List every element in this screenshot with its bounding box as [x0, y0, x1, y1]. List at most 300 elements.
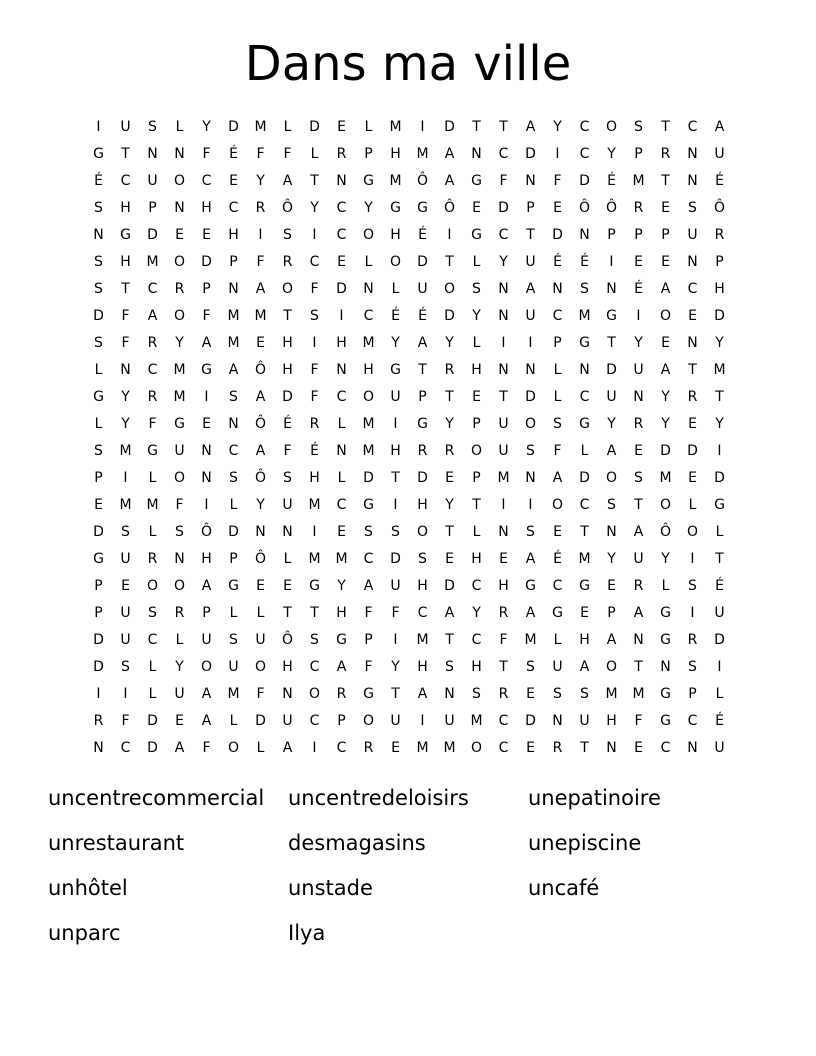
grid-row [85, 708, 733, 735]
grid-letter: T [499, 389, 508, 405]
grid-letter: L [148, 470, 157, 486]
grid-letter: C [120, 173, 131, 189]
grid-letter: E [661, 335, 670, 351]
grid-letter: N [336, 362, 347, 378]
grid-letter: U [579, 713, 590, 729]
grid-letter: D [525, 389, 536, 405]
grid-letter: I [447, 227, 452, 243]
grid-letter: O [254, 659, 267, 675]
grid-letter: D [228, 119, 239, 135]
grid-letter: E [283, 578, 292, 594]
grid-letter: P [364, 632, 373, 648]
grid-letter: N [444, 686, 455, 702]
grid-letter: L [688, 497, 697, 513]
grid-letter: I [123, 470, 128, 486]
grid-letter: S [229, 632, 238, 648]
grid-letter: A [606, 443, 617, 459]
grid-letter: M [362, 335, 375, 351]
grid-letter: C [147, 281, 158, 297]
grid-letter: N [633, 632, 644, 648]
grid-letter: U [147, 173, 158, 189]
grid-letter: R [147, 389, 158, 405]
grid-letter: D [147, 713, 158, 729]
grid-letter: R [633, 416, 644, 432]
grid-letter: M [173, 389, 186, 405]
grid-letter: G [471, 227, 482, 243]
grid-letter: U [228, 659, 239, 675]
grid-letter: T [472, 119, 481, 135]
grid-letter: S [283, 470, 292, 486]
grid-letter: R [633, 578, 644, 594]
grid-letter: D [309, 119, 320, 135]
grid-letter: S [94, 281, 103, 297]
grid-letter: A [417, 335, 428, 351]
grid-letter: U [714, 740, 725, 756]
grid-letter: I [690, 605, 695, 621]
grid-letter: P [202, 605, 211, 621]
grid-letter: C [417, 605, 428, 621]
grid-letter: N [174, 146, 185, 162]
grid-letter: E [553, 200, 562, 216]
grid-letter: Y [634, 335, 643, 351]
grid-letter: Y [310, 200, 319, 216]
grid-letter: P [553, 335, 562, 351]
grid-letter: N [336, 443, 347, 459]
grid-letter: D [606, 362, 617, 378]
grid-letter: H [282, 362, 293, 378]
grid-letter: D [714, 632, 725, 648]
grid-letter: Y [391, 659, 400, 675]
grid-letter: D [147, 227, 158, 243]
grid-letter: C [660, 740, 671, 756]
grid-letter: S [580, 686, 589, 702]
grid-letter: N [498, 524, 509, 540]
grid-letter: T [526, 227, 535, 243]
grid-letter: Y [121, 389, 130, 405]
grid-letter: T [310, 605, 319, 621]
grid-letter: G [363, 686, 374, 702]
grid-letter: Ô [416, 173, 429, 189]
grid-letter: U [525, 254, 536, 270]
grid-letter: A [417, 686, 428, 702]
grid-letter: D [417, 254, 428, 270]
grid-letter: H [282, 659, 293, 675]
grid-letter: G [579, 335, 590, 351]
grid-letter: É [715, 173, 724, 189]
grid-letter: I [312, 335, 317, 351]
grid-letter: L [715, 524, 724, 540]
grid-letter: L [715, 686, 724, 702]
grid-letter: U [282, 713, 293, 729]
word-list-item: unstade [288, 876, 373, 900]
grid-letter: G [660, 713, 671, 729]
grid-letter: P [94, 578, 103, 594]
word-search-grid [85, 114, 733, 762]
grid-letter: H [336, 335, 347, 351]
grid-letter: E [391, 740, 400, 756]
grid-letter: N [498, 362, 509, 378]
grid-letter: S [688, 659, 697, 675]
grid-letter: O [389, 254, 402, 270]
grid-letter: N [93, 227, 104, 243]
grid-letter: N [255, 524, 266, 540]
grid-letter: E [337, 524, 346, 540]
grid-letter: I [555, 146, 560, 162]
grid-letter: U [201, 632, 212, 648]
grid-letter: N [687, 254, 698, 270]
grid-letter: T [499, 119, 508, 135]
grid-letter: S [580, 281, 589, 297]
grid-letter: D [201, 254, 212, 270]
grid-letter: Y [607, 416, 616, 432]
grid-letter: I [204, 389, 209, 405]
word-list-item: uncafé [528, 876, 600, 900]
grid-letter: G [417, 416, 428, 432]
word-list-item: uncentredeloisirs [288, 786, 469, 810]
grid-letter: I [204, 497, 209, 513]
grid-letter: L [229, 713, 238, 729]
grid-letter: D [579, 470, 590, 486]
grid-letter: P [229, 551, 238, 567]
grid-letter: C [309, 659, 320, 675]
grid-letter: S [283, 227, 292, 243]
grid-letter: P [229, 254, 238, 270]
grid-letter: Ô [281, 200, 294, 216]
grid-letter: T [121, 281, 130, 297]
grid-letter: M [416, 632, 429, 648]
grid-letter: D [714, 470, 725, 486]
grid-letter: L [256, 740, 265, 756]
grid-letter: O [173, 578, 186, 594]
grid-row [85, 384, 733, 411]
grid-letter: S [94, 200, 103, 216]
grid-letter: C [498, 740, 509, 756]
grid-letter: Y [607, 146, 616, 162]
grid-letter: T [391, 686, 400, 702]
grid-letter: R [633, 200, 644, 216]
grid-letter: C [579, 119, 590, 135]
grid-letter: T [445, 389, 454, 405]
grid-letter: S [418, 551, 427, 567]
grid-letter: T [472, 497, 481, 513]
grid-letter: P [337, 713, 346, 729]
grid-letter: É [553, 254, 562, 270]
grid-letter: L [148, 686, 157, 702]
grid-letter: A [525, 119, 536, 135]
grid-letter: U [120, 119, 131, 135]
grid-letter: A [201, 686, 212, 702]
grid-letter: Ô [254, 551, 267, 567]
grid-letter: L [391, 281, 400, 297]
grid-letter: G [363, 497, 374, 513]
grid-letter: L [229, 497, 238, 513]
grid-letter: N [687, 146, 698, 162]
grid-letter: F [202, 308, 211, 324]
grid-letter: G [579, 578, 590, 594]
grid-row [85, 492, 733, 519]
grid-letter: M [227, 686, 240, 702]
grid-letter: E [472, 389, 481, 405]
grid-letter: T [283, 308, 292, 324]
grid-letter: N [687, 335, 698, 351]
grid-letter: P [364, 146, 373, 162]
grid-letter: N [525, 173, 536, 189]
grid-letter: C [147, 632, 158, 648]
grid-letter: C [498, 713, 509, 729]
grid-letter: O [362, 389, 375, 405]
grid-letter: M [227, 335, 240, 351]
grid-letter: N [579, 227, 590, 243]
grid-letter: C [498, 227, 509, 243]
grid-letter: M [659, 470, 672, 486]
grid-row [85, 438, 733, 465]
grid-letter: D [714, 308, 725, 324]
grid-letter: L [229, 605, 238, 621]
grid-letter: F [202, 146, 211, 162]
grid-letter: S [175, 524, 184, 540]
grid-letter: F [553, 173, 562, 189]
grid-letter: D [336, 281, 347, 297]
grid-letter: O [173, 470, 186, 486]
grid-letter: S [472, 686, 481, 702]
grid-letter: U [525, 308, 536, 324]
grid-letter: A [255, 443, 266, 459]
grid-letter: I [717, 659, 722, 675]
grid-letter: É [553, 551, 562, 567]
grid-letter: F [499, 632, 508, 648]
grid-letter: O [362, 713, 375, 729]
grid-row [85, 519, 733, 546]
grid-letter: L [283, 551, 292, 567]
grid-letter: D [660, 443, 671, 459]
grid-letter: M [578, 308, 591, 324]
grid-letter: T [634, 497, 643, 513]
grid-letter: E [175, 713, 184, 729]
grid-letter: Y [661, 416, 670, 432]
grid-letter: R [714, 227, 725, 243]
grid-letter: H [471, 362, 482, 378]
grid-letter: P [148, 200, 157, 216]
grid-letter: N [687, 173, 698, 189]
grid-letter: G [120, 227, 131, 243]
grid-letter: T [580, 740, 589, 756]
grid-letter: N [552, 281, 563, 297]
grid-letter: Y [445, 335, 454, 351]
grid-letter: D [390, 551, 401, 567]
grid-letter: U [120, 632, 131, 648]
grid-letter: R [552, 740, 563, 756]
grid-letter: A [444, 146, 455, 162]
grid-letter: M [254, 119, 267, 135]
grid-letter: O [416, 524, 429, 540]
grid-letter: T [607, 335, 616, 351]
grid-letter: M [227, 308, 240, 324]
grid-letter: D [147, 740, 158, 756]
grid-letter: T [283, 605, 292, 621]
grid-letter: R [687, 632, 698, 648]
grid-letter: T [661, 173, 670, 189]
grid-letter: H [417, 497, 428, 513]
grid-letter: F [310, 389, 319, 405]
grid-letter: D [282, 389, 293, 405]
grid-letter: F [175, 497, 184, 513]
grid-letter: S [634, 470, 643, 486]
grid-letter: L [310, 146, 319, 162]
grid-letter: Y [364, 200, 373, 216]
grid-letter: A [228, 362, 239, 378]
grid-row [85, 627, 733, 654]
grid-letter: L [283, 119, 292, 135]
grid-letter: L [94, 362, 103, 378]
grid-letter: A [336, 659, 347, 675]
grid-letter: M [632, 686, 645, 702]
grid-letter: L [256, 605, 265, 621]
grid-letter: G [471, 173, 482, 189]
grid-letter: I [717, 443, 722, 459]
grid-letter: G [390, 200, 401, 216]
grid-row [85, 222, 733, 249]
grid-letter: N [552, 713, 563, 729]
grid-letter: U [390, 389, 401, 405]
grid-letter: U [552, 659, 563, 675]
grid-letter: D [363, 470, 374, 486]
grid-letter: M [389, 119, 402, 135]
grid-letter: N [282, 686, 293, 702]
grid-letter: M [119, 497, 132, 513]
grid-letter: Ô [254, 362, 267, 378]
grid-row [85, 573, 733, 600]
grid-row [85, 141, 733, 168]
grid-letter: É [391, 308, 400, 324]
grid-letter: Ô [605, 200, 618, 216]
grid-letter: N [606, 281, 617, 297]
grid-letter: A [525, 281, 536, 297]
grid-letter: É [418, 227, 427, 243]
grid-letter: I [312, 740, 317, 756]
grid-letter: N [120, 362, 131, 378]
grid-letter: S [526, 443, 535, 459]
grid-letter: C [336, 497, 347, 513]
grid-letter: S [229, 389, 238, 405]
grid-letter: E [526, 740, 535, 756]
grid-letter: L [148, 524, 157, 540]
grid-letter: G [660, 632, 671, 648]
grid-letter: S [607, 497, 616, 513]
grid-letter: C [201, 173, 212, 189]
grid-letter: F [634, 713, 643, 729]
grid-letter: U [633, 362, 644, 378]
grid-letter: D [525, 713, 536, 729]
grid-letter: G [417, 200, 428, 216]
grid-letter: F [310, 362, 319, 378]
grid-letter: N [228, 281, 239, 297]
grid-letter: S [94, 443, 103, 459]
grid-letter: U [498, 443, 509, 459]
grid-letter: H [201, 551, 212, 567]
grid-letter: E [634, 740, 643, 756]
grid-letter: A [525, 605, 536, 621]
grid-letter: T [634, 659, 643, 675]
grid-letter: C [579, 497, 590, 513]
grid-letter: O [605, 119, 618, 135]
grid-letter: P [94, 470, 103, 486]
grid-letter: U [633, 551, 644, 567]
grid-letter: F [364, 605, 373, 621]
grid-letter: S [229, 470, 238, 486]
grid-letter: G [390, 362, 401, 378]
grid-letter: Y [715, 335, 724, 351]
grid-letter: U [687, 227, 698, 243]
grid-letter: A [552, 470, 563, 486]
grid-letter: Y [391, 335, 400, 351]
grid-letter: A [579, 659, 590, 675]
grid-letter: E [553, 524, 562, 540]
grid-letter: N [201, 470, 212, 486]
grid-letter: H [471, 551, 482, 567]
grid-letter: N [606, 524, 617, 540]
grid-letter: D [552, 227, 563, 243]
grid-letter: G [201, 362, 212, 378]
grid-letter: R [417, 443, 428, 459]
grid-letter: N [525, 362, 536, 378]
grid-letter: L [337, 416, 346, 432]
grid-letter: N [633, 389, 644, 405]
grid-letter: D [93, 659, 104, 675]
grid-row [85, 654, 733, 681]
grid-letter: H [390, 443, 401, 459]
grid-letter: D [444, 119, 455, 135]
grid-letter: M [308, 551, 321, 567]
grid-letter: E [121, 578, 130, 594]
grid-letter: S [526, 524, 535, 540]
grid-letter: R [309, 416, 320, 432]
grid-letter: L [364, 254, 373, 270]
grid-letter: O [443, 281, 456, 297]
grid-letter: F [256, 146, 265, 162]
grid-letter: H [579, 632, 590, 648]
grid-letter: I [393, 632, 398, 648]
grid-letter: D [525, 146, 536, 162]
grid-letter: N [228, 416, 239, 432]
grid-letter: H [201, 200, 212, 216]
grid-letter: E [337, 119, 346, 135]
grid-letter: G [93, 551, 104, 567]
grid-letter: L [337, 470, 346, 486]
grid-letter: Ô [578, 200, 591, 216]
grid-letter: S [94, 335, 103, 351]
grid-row [85, 681, 733, 708]
grid-letter: O [173, 173, 186, 189]
grid-letter: A [444, 605, 455, 621]
grid-letter: D [93, 632, 104, 648]
grid-letter: I [312, 524, 317, 540]
grid-letter: Y [472, 308, 481, 324]
grid-letter: E [94, 497, 103, 513]
grid-letter: C [579, 389, 590, 405]
grid-letter: Ô [254, 470, 267, 486]
grid-letter: C [471, 632, 482, 648]
grid-letter: N [660, 659, 671, 675]
grid-letter: Y [661, 551, 670, 567]
grid-letter: R [147, 335, 158, 351]
grid-letter: E [202, 416, 211, 432]
grid-letter: R [336, 146, 347, 162]
grid-letter: S [310, 632, 319, 648]
grid-letter: T [310, 173, 319, 189]
grid-letter: R [282, 254, 293, 270]
grid-letter: S [553, 416, 562, 432]
grid-letter: F [391, 605, 400, 621]
